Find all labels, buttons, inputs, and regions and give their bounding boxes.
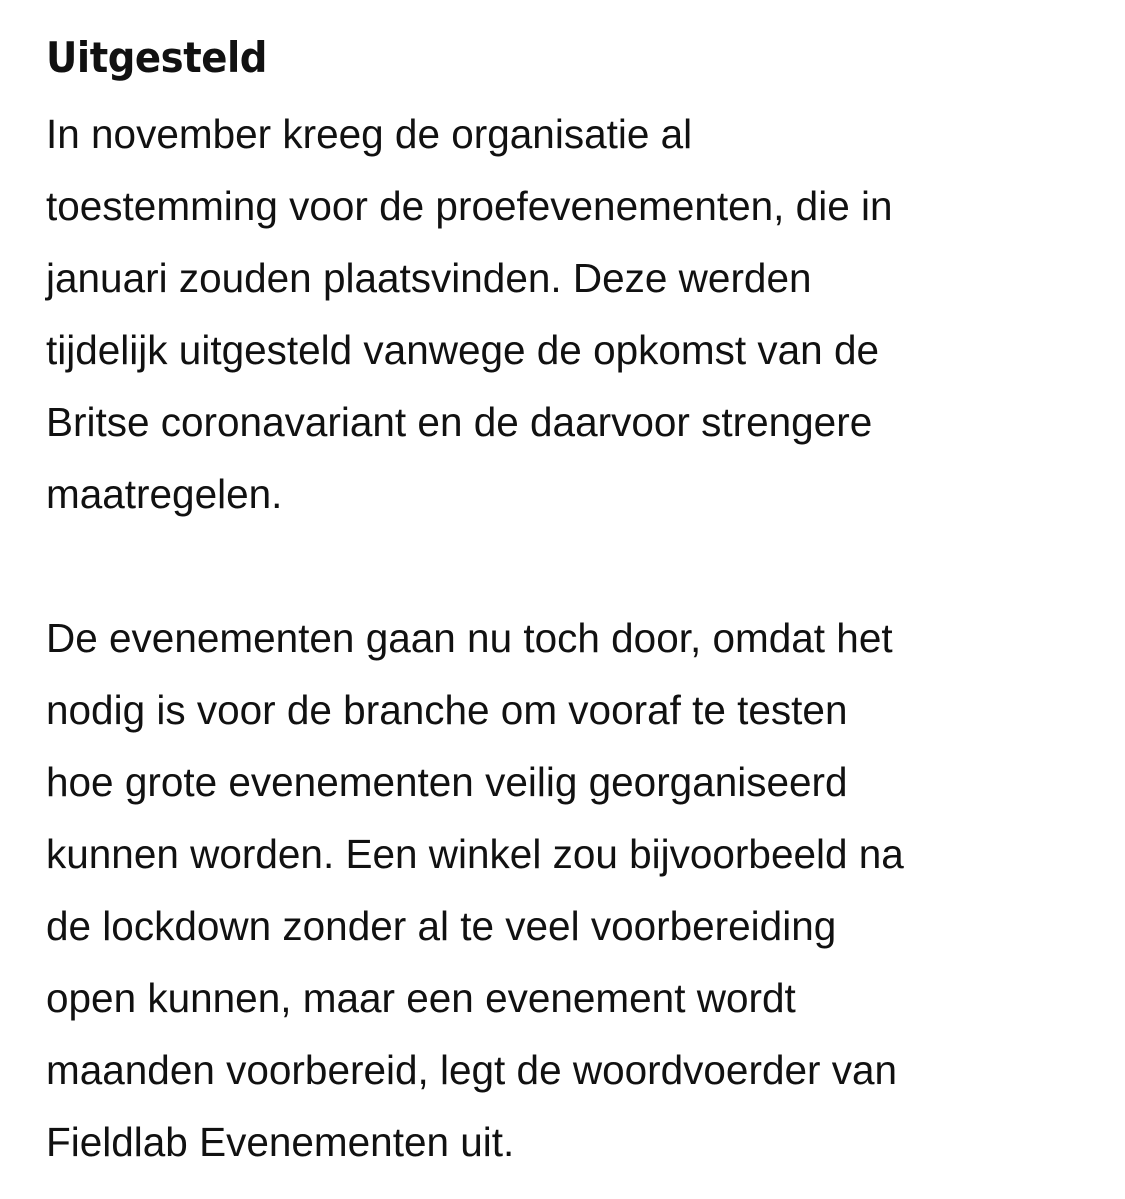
paragraph-2: De evenementen gaan nu toch door, omdat het nodig is voor de branche om vooraf te testen hoe grote evenementen veilig georganiseerd kunnen worden. Een winkel zou bijvoorbeeld na de lockdown zonder al te veel voorbereiding open kunnen, maar een evenement wordt maanden voorbereid, legt de woordvoerder van Fieldlab Evenementen uit. [46, 615, 904, 1165]
section-heading: Uitgesteld [46, 33, 267, 82]
paragraph-1: In november kreeg de organisatie al toestemming voor de proefevenementen, die in januari zouden plaatsvinden. Deze werden tijdelijk uitgesteld vanwege de opkomst van de Britse coronavariant en de daarvoor strengere maatregelen. [46, 111, 893, 517]
article-body [46, 18, 1076, 1178]
